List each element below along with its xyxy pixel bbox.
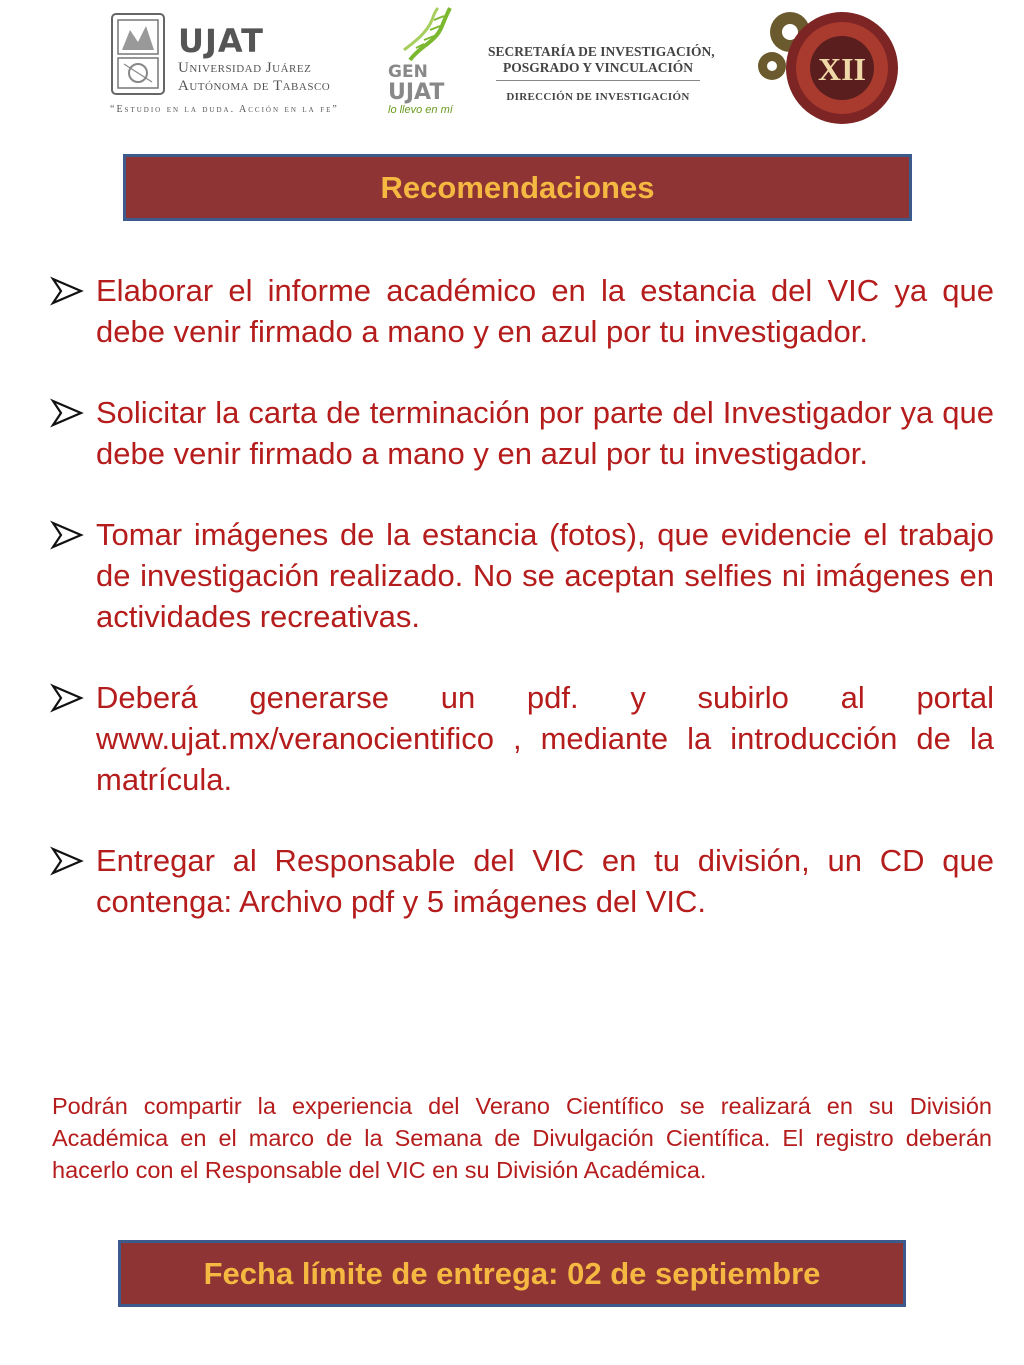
list-item [50,270,994,352]
arrow-bullet-icon [50,276,84,306]
recommendations-list [50,270,994,962]
ujat-line2: Autónoma de Tabasco [178,78,331,94]
ujat-motto: “Estudio en la duda. Acción en la fe” [110,104,339,115]
secretaria-divider [496,80,700,81]
secretaria-line3: DIRECCIÓN DE INVESTIGACIÓN [506,91,690,103]
secretaria-line2: POSGRADO Y VINCULACIÓN [502,60,693,75]
bullet-text: Tomar imágenes de la estancia (fotos), que evidencie el trabajo de investigación realizado. No se aceptan selfies ni imágenes en actividades recreativas. [96,517,994,634]
bullet-text: Elaborar el informe académico en la estancia del VIC ya que debe venir firmado a mano y en azul por tu investigador. [96,273,994,349]
gen-ujat-logo [386,6,466,118]
arrow-bullet-icon [50,683,84,713]
arrow-bullet-icon [50,846,84,876]
bullet-text: Solicitar la carta de terminación por parte del Investigador ya que debe venir firmado a mano y en azul por tu investigador. [96,395,994,471]
arrow-bullet-icon [50,398,84,428]
secretaria-logo [488,44,715,103]
bullet-text: Entregar al Responsable del VIC en tu división, un CD que contenga: Archivo pdf y 5 imágenes del VIC. [96,843,994,919]
bullet-text: Deberá generarse un pdf. y subirlo al portal www.ujat.mx/veranocientifico , mediante la introducción de la matrícula. [96,680,994,797]
list-item [50,514,994,637]
header [0,0,1024,140]
ujat-logo [108,12,358,122]
list-item [50,840,994,922]
gen-line1: GEN [388,62,428,82]
list-item [50,677,994,800]
secretaria-line1: SECRETARÍA DE INVESTIGACIÓN, [488,44,715,59]
ujat-line1: Universidad Juárez [178,60,312,76]
note-paragraph: Podrán compartir la experiencia del Verano Científico se realizará en su División Académica en el marco de la Semana de Divulgación Científica. El registro deberán hacerlo con el Responsable del VIC en su División Académica. [52,1093,992,1183]
list-item [50,392,994,474]
gen-tagline: lo llevo en mí [388,104,453,116]
arrow-bullet-icon [50,520,84,550]
gen-line2: UJAT [388,80,445,105]
gear-seal-icon [750,4,910,130]
ujat-seal-icon [108,12,168,98]
deadline-banner: Fecha límite de entrega: 02 de septiembre [118,1240,906,1307]
dna-icon [396,6,456,62]
ujat-name: UJAT [178,22,264,60]
seal-label: XII [817,51,867,87]
section-title: Recomendaciones [123,154,912,221]
